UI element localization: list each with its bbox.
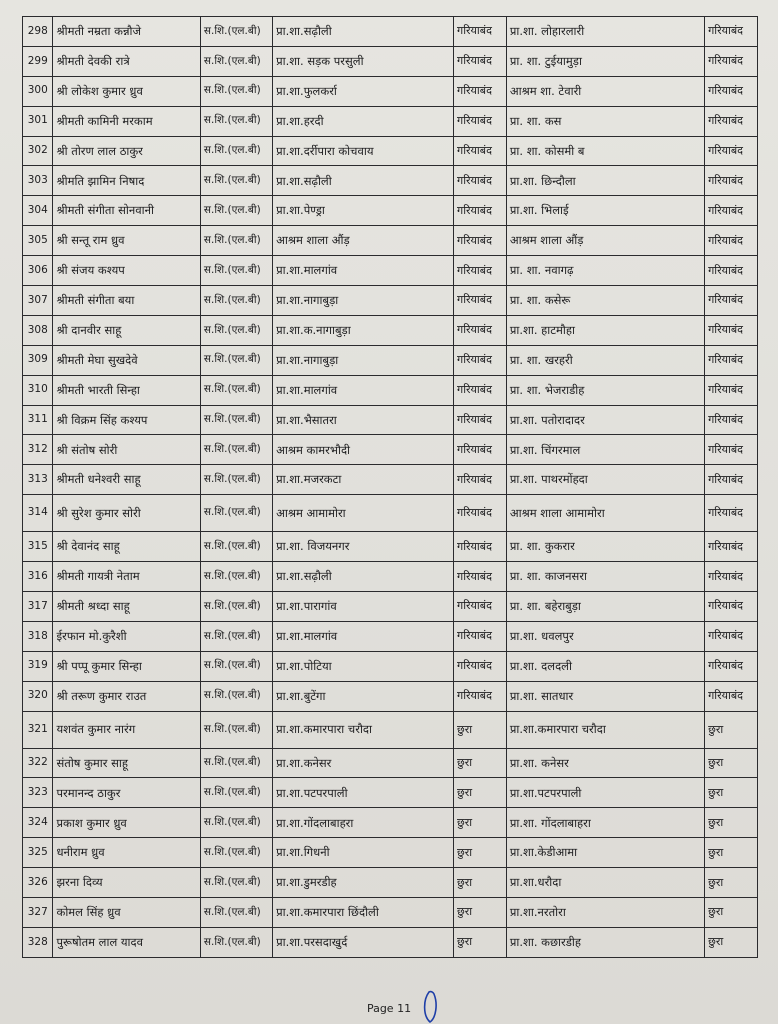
new-block-cell: गरियाबंद: [705, 76, 758, 106]
new-school-cell: आश्रम शाला आमामोरा: [506, 495, 704, 532]
new-block-cell: गरियाबंद: [705, 405, 758, 435]
new-block-cell: छुरा: [705, 868, 758, 898]
employee-name-cell: श्री दानवीर साहू: [53, 315, 200, 345]
serial-number-cell: 313: [23, 465, 53, 495]
new-school-cell: प्रा.शा. पतोरादादर: [506, 405, 704, 435]
table-row: [23, 868, 758, 898]
new-school-cell: प्रा. शा. भेजराडीह: [506, 375, 704, 405]
employee-name-cell: कोमल सिंह ध्रुव: [53, 898, 200, 928]
new-block-cell: गरियाबंद: [705, 106, 758, 136]
employee-name-cell: श्रीमती भारती सिन्हा: [53, 375, 200, 405]
new-school-cell: प्रा.शा. हाटमौहा: [506, 315, 704, 345]
new-block-cell: गरियाबंद: [705, 46, 758, 76]
employee-name-cell: परमानन्द ठाकुर: [53, 778, 200, 808]
new-block-cell: गरियाबंद: [705, 286, 758, 316]
new-block-cell: छुरा: [705, 711, 758, 748]
new-block-cell: गरियाबंद: [705, 256, 758, 286]
new-school-cell: प्रा.शा. धवलपुर: [506, 621, 704, 651]
new-school-cell: प्रा.शा. पाथरमोंहदा: [506, 465, 704, 495]
new-block-cell: गरियाबंद: [705, 375, 758, 405]
new-school-cell: प्रा.शा. चिंगरमाल: [506, 435, 704, 465]
new-school-cell: प्रा. शा. बहेराबुड़ा: [506, 592, 704, 622]
serial-number-cell: 318: [23, 621, 53, 651]
designation-cell: स.शि.(एल.बी): [200, 778, 272, 808]
current-school-cell: प्रा.शा. सड़क परसुली: [273, 46, 454, 76]
new-school-cell: प्रा.शा.कमारपारा चरौदा: [506, 711, 704, 748]
designation-cell: स.शि.(एल.बी): [200, 868, 272, 898]
table-row: [23, 196, 758, 226]
current-block-cell: गरियाबंद: [454, 286, 507, 316]
new-block-cell: गरियाबंद: [705, 532, 758, 562]
table-row: [23, 435, 758, 465]
table-row: [23, 838, 758, 868]
serial-number-cell: 319: [23, 651, 53, 681]
designation-cell: स.शि.(एल.बी): [200, 808, 272, 838]
employee-name-cell: ईरफान मो.कुरैशी: [53, 621, 200, 651]
designation-cell: स.शि.(एल.बी): [200, 136, 272, 166]
designation-cell: स.शि.(एल.बी): [200, 621, 272, 651]
serial-number-cell: 303: [23, 166, 53, 196]
current-block-cell: गरियाबंद: [454, 532, 507, 562]
designation-cell: स.शि.(एल.बी): [200, 592, 272, 622]
new-block-cell: छुरा: [705, 898, 758, 928]
current-block-cell: गरियाबंद: [454, 405, 507, 435]
new-school-cell: प्रा.शा.केडीआमा: [506, 838, 704, 868]
new-school-cell: प्रा.शा. लोहारलारी: [506, 17, 704, 47]
current-school-cell: प्रा.शा.सढ़ौली: [273, 562, 454, 592]
current-school-cell: प्रा.शा.कमारपारा चरौदा: [273, 711, 454, 748]
new-school-cell: प्रा.शा.पटपरपाली: [506, 778, 704, 808]
current-block-cell: छुरा: [454, 868, 507, 898]
new-school-cell: प्रा. शा. खरहरी: [506, 345, 704, 375]
new-school-cell: प्रा. शा. टुईयामुड़ा: [506, 46, 704, 76]
employee-name-cell: श्री सुरेश कुमार सोरी: [53, 495, 200, 532]
employee-name-cell: श्रीमति झामिन निषाद: [53, 166, 200, 196]
pen-mark-icon: [420, 990, 444, 1024]
current-school-cell: प्रा.शा.हरदी: [273, 106, 454, 136]
new-block-cell: छुरा: [705, 927, 758, 957]
current-block-cell: गरियाबंद: [454, 345, 507, 375]
table-row: [23, 345, 758, 375]
new-school-cell: प्रा.शा.नरतोरा: [506, 898, 704, 928]
current-school-cell: प्रा.शा.गिधनी: [273, 838, 454, 868]
current-school-cell: प्रा.शा.भैसातरा: [273, 405, 454, 435]
serial-number-cell: 307: [23, 286, 53, 316]
current-school-cell: प्रा.शा.नागाबुड़ा: [273, 345, 454, 375]
designation-cell: स.शि.(एल.बी): [200, 196, 272, 226]
serial-number-cell: 312: [23, 435, 53, 465]
table-row: [23, 748, 758, 778]
employee-name-cell: श्रीमती कामिनी मरकाम: [53, 106, 200, 136]
designation-cell: स.शि.(एल.बी): [200, 532, 272, 562]
current-block-cell: गरियाबंद: [454, 196, 507, 226]
current-block-cell: गरियाबंद: [454, 76, 507, 106]
employee-name-cell: श्री संजय कश्यप: [53, 256, 200, 286]
designation-cell: स.शि.(एल.बी): [200, 315, 272, 345]
new-block-cell: छुरा: [705, 838, 758, 868]
current-block-cell: छुरा: [454, 808, 507, 838]
current-school-cell: प्रा.शा.कमारपारा छिंदौली: [273, 898, 454, 928]
serial-number-cell: 326: [23, 868, 53, 898]
current-block-cell: छुरा: [454, 898, 507, 928]
current-school-cell: प्रा.शा.दर्रीपारा कोचवाय: [273, 136, 454, 166]
new-block-cell: गरियाबंद: [705, 435, 758, 465]
designation-cell: स.शि.(एल.बी): [200, 405, 272, 435]
designation-cell: स.शि.(एल.बी): [200, 838, 272, 868]
serial-number-cell: 314: [23, 495, 53, 532]
current-school-cell: प्रा.शा.मजरकटा: [273, 465, 454, 495]
employee-name-cell: प्रकाश कुमार ध्रुव: [53, 808, 200, 838]
current-block-cell: छुरा: [454, 838, 507, 868]
table-row: [23, 592, 758, 622]
designation-cell: स.शि.(एल.बी): [200, 226, 272, 256]
new-block-cell: गरियाबंद: [705, 592, 758, 622]
new-school-cell: प्रा. शा. कुकरार: [506, 532, 704, 562]
new-block-cell: गरियाबंद: [705, 315, 758, 345]
employee-name-cell: श्री पप्पू कुमार सिन्हा: [53, 651, 200, 681]
new-school-cell: प्रा. शा. कस: [506, 106, 704, 136]
new-block-cell: गरियाबंद: [705, 465, 758, 495]
employee-name-cell: यशवंत कुमार नारंग: [53, 711, 200, 748]
table-row: [23, 315, 758, 345]
table-row: [23, 681, 758, 711]
designation-cell: स.शि.(एल.बी): [200, 256, 272, 286]
current-school-cell: प्रा.शा.पेण्ड्रा: [273, 196, 454, 226]
new-school-cell: प्रा.शा. दलदली: [506, 651, 704, 681]
employee-name-cell: श्रीमती देवकी रात्रे: [53, 46, 200, 76]
current-block-cell: गरियाबंद: [454, 256, 507, 286]
employee-name-cell: श्री तरूण कुमार राउत: [53, 681, 200, 711]
current-school-cell: प्रा.शा.मालगांव: [273, 375, 454, 405]
current-block-cell: गरियाबंद: [454, 621, 507, 651]
new-school-cell: प्रा. शा. कोसमी ब: [506, 136, 704, 166]
serial-number-cell: 316: [23, 562, 53, 592]
serial-number-cell: 327: [23, 898, 53, 928]
current-school-cell: प्रा.शा. विजयनगर: [273, 532, 454, 562]
designation-cell: स.शि.(एल.बी): [200, 76, 272, 106]
new-block-cell: गरियाबंद: [705, 681, 758, 711]
new-block-cell: गरियाबंद: [705, 166, 758, 196]
new-school-cell: प्रा.शा. छिन्दौला: [506, 166, 704, 196]
serial-number-cell: 300: [23, 76, 53, 106]
table-row: [23, 621, 758, 651]
current-school-cell: प्रा.शा.परसदाखुर्द: [273, 927, 454, 957]
table-row: [23, 405, 758, 435]
current-school-cell: प्रा.शा.मालगांव: [273, 621, 454, 651]
current-block-cell: गरियाबंद: [454, 166, 507, 196]
serial-number-cell: 328: [23, 927, 53, 957]
new-school-cell: प्रा.शा.धरौदा: [506, 868, 704, 898]
employee-name-cell: श्रीमती श्रध्दा साहू: [53, 592, 200, 622]
serial-number-cell: 310: [23, 375, 53, 405]
serial-number-cell: 305: [23, 226, 53, 256]
employee-name-cell: धनीराम ध्रुव: [53, 838, 200, 868]
designation-cell: स.शि.(एल.बी): [200, 345, 272, 375]
new-block-cell: छुरा: [705, 748, 758, 778]
employee-name-cell: श्री संतोष सोरी: [53, 435, 200, 465]
serial-number-cell: 322: [23, 748, 53, 778]
employee-name-cell: श्रीमती मेघा सुखदेवे: [53, 345, 200, 375]
employee-name-cell: संतोष कुमार साहू: [53, 748, 200, 778]
new-block-cell: छुरा: [705, 778, 758, 808]
table-row: [23, 375, 758, 405]
current-school-cell: प्रा.शा.सढ़ौली: [273, 166, 454, 196]
new-school-cell: प्रा. शा. नवागढ़: [506, 256, 704, 286]
serial-number-cell: 315: [23, 532, 53, 562]
designation-cell: स.शि.(एल.बी): [200, 927, 272, 957]
current-school-cell: प्रा.शा.नागाबुड़ा: [273, 286, 454, 316]
table-row: [23, 465, 758, 495]
new-block-cell: गरियाबंद: [705, 621, 758, 651]
current-school-cell: प्रा.शा.गोंदलाबाहरा: [273, 808, 454, 838]
employee-name-cell: श्रीमती नम्रता कन्नौजे: [53, 17, 200, 47]
table-row: [23, 226, 758, 256]
table-row: [23, 17, 758, 47]
table-row: [23, 495, 758, 532]
current-block-cell: गरियाबंद: [454, 592, 507, 622]
employee-name-cell: श्रीमती गायत्री नेताम: [53, 562, 200, 592]
employee-name-cell: श्री तोरण लाल ठाकुर: [53, 136, 200, 166]
employee-name-cell: पुरूषोतम लाल यादव: [53, 927, 200, 957]
current-school-cell: आश्रम आमामोरा: [273, 495, 454, 532]
new-school-cell: प्रा. शा. कसेरू: [506, 286, 704, 316]
designation-cell: स.शि.(एल.बी): [200, 106, 272, 136]
new-block-cell: गरियाबंद: [705, 562, 758, 592]
new-block-cell: गरियाबंद: [705, 17, 758, 47]
serial-number-cell: 306: [23, 256, 53, 286]
table-row: [23, 898, 758, 928]
new-block-cell: छुरा: [705, 808, 758, 838]
employee-name-cell: श्रीमती धनेश्वरी साहू: [53, 465, 200, 495]
new-block-cell: गरियाबंद: [705, 136, 758, 166]
designation-cell: स.शि.(एल.बी): [200, 465, 272, 495]
table-row: [23, 651, 758, 681]
table-row: [23, 808, 758, 838]
serial-number-cell: 325: [23, 838, 53, 868]
serial-number-cell: 304: [23, 196, 53, 226]
current-block-cell: छुरा: [454, 748, 507, 778]
table-row: [23, 286, 758, 316]
current-block-cell: छुरा: [454, 778, 507, 808]
table-row: [23, 136, 758, 166]
designation-cell: स.शि.(एल.बी): [200, 562, 272, 592]
designation-cell: स.शि.(एल.बी): [200, 711, 272, 748]
serial-number-cell: 301: [23, 106, 53, 136]
current-block-cell: गरियाबंद: [454, 226, 507, 256]
new-block-cell: गरियाबंद: [705, 651, 758, 681]
current-block-cell: गरियाबंद: [454, 651, 507, 681]
serial-number-cell: 298: [23, 17, 53, 47]
table-row: [23, 166, 758, 196]
serial-number-cell: 324: [23, 808, 53, 838]
current-block-cell: गरियाबंद: [454, 17, 507, 47]
serial-number-cell: 308: [23, 315, 53, 345]
current-school-cell: प्रा.शा.कनेसर: [273, 748, 454, 778]
employee-name-cell: श्रीमती संगीता सोनवानी: [53, 196, 200, 226]
new-school-cell: आश्रम शाला औंड़: [506, 226, 704, 256]
current-block-cell: छुरा: [454, 927, 507, 957]
designation-cell: स.शि.(एल.बी): [200, 17, 272, 47]
designation-cell: स.शि.(एल.बी): [200, 748, 272, 778]
new-school-cell: प्रा.शा. गोंदलाबाहरा: [506, 808, 704, 838]
current-block-cell: गरियाबंद: [454, 375, 507, 405]
employee-name-cell: श्री सन्तू राम ध्रुव: [53, 226, 200, 256]
serial-number-cell: 323: [23, 778, 53, 808]
new-school-cell: प्रा. शा. काजनसरा: [506, 562, 704, 592]
current-school-cell: आश्रम कामरभौदी: [273, 435, 454, 465]
current-block-cell: गरियाबंद: [454, 136, 507, 166]
current-school-cell: प्रा.शा.क.नागाबुड़ा: [273, 315, 454, 345]
table-body: [23, 17, 758, 958]
current-block-cell: गरियाबंद: [454, 495, 507, 532]
new-school-cell: प्रा.शा. भिलाई: [506, 196, 704, 226]
designation-cell: स.शि.(एल.बी): [200, 166, 272, 196]
serial-number-cell: 320: [23, 681, 53, 711]
employee-name-cell: श्री देवानंद साहू: [53, 532, 200, 562]
current-school-cell: प्रा.शा.डुमरडीह: [273, 868, 454, 898]
designation-cell: स.शि.(एल.बी): [200, 898, 272, 928]
table-row: [23, 711, 758, 748]
current-school-cell: प्रा.शा.पारागांव: [273, 592, 454, 622]
page-number: Page 11: [366, 1002, 412, 1015]
new-school-cell: आश्रम शा. टेवारी: [506, 76, 704, 106]
current-school-cell: प्रा.शा.पटपरपाली: [273, 778, 454, 808]
serial-number-cell: 311: [23, 405, 53, 435]
current-block-cell: गरियाबंद: [454, 435, 507, 465]
current-school-cell: प्रा.शा.फुलकर्रा: [273, 76, 454, 106]
designation-cell: स.शि.(एल.बी): [200, 435, 272, 465]
current-school-cell: प्रा.शा.पोटिया: [273, 651, 454, 681]
new-school-cell: प्रा.शा. कनेसर: [506, 748, 704, 778]
new-block-cell: गरियाबंद: [705, 345, 758, 375]
table-row: [23, 106, 758, 136]
current-school-cell: प्रा.शा.मालगांव: [273, 256, 454, 286]
table-row: [23, 256, 758, 286]
new-block-cell: गरियाबंद: [705, 495, 758, 532]
current-block-cell: गरियाबंद: [454, 106, 507, 136]
designation-cell: स.शि.(एल.बी): [200, 375, 272, 405]
current-block-cell: गरियाबंद: [454, 46, 507, 76]
table-row: [23, 562, 758, 592]
employee-name-cell: श्रीमती संगीता बया: [53, 286, 200, 316]
current-block-cell: छुरा: [454, 711, 507, 748]
table-row: [23, 927, 758, 957]
new-school-cell: प्रा.शा. कछारडीह: [506, 927, 704, 957]
current-block-cell: गरियाबंद: [454, 315, 507, 345]
table-row: [23, 76, 758, 106]
designation-cell: स.शि.(एल.बी): [200, 46, 272, 76]
teacher-transfer-table: [22, 16, 758, 958]
table-row: [23, 532, 758, 562]
designation-cell: स.शि.(एल.बी): [200, 681, 272, 711]
designation-cell: स.शि.(एल.बी): [200, 651, 272, 681]
new-block-cell: गरियाबंद: [705, 196, 758, 226]
current-school-cell: प्रा.शा.सढ़ौली: [273, 17, 454, 47]
current-school-cell: प्रा.शा.बुटेंगा: [273, 681, 454, 711]
employee-name-cell: श्री विक्रम सिंह कश्यप: [53, 405, 200, 435]
current-block-cell: गरियाबंद: [454, 562, 507, 592]
page-footer: [0, 1002, 778, 1015]
designation-cell: स.शि.(एल.बी): [200, 286, 272, 316]
current-school-cell: आश्रम शाला औंड़: [273, 226, 454, 256]
table-row: [23, 778, 758, 808]
serial-number-cell: 309: [23, 345, 53, 375]
serial-number-cell: 299: [23, 46, 53, 76]
new-school-cell: प्रा.शा. सातधार: [506, 681, 704, 711]
employee-name-cell: श्री लोकेश कुमार ध्रुव: [53, 76, 200, 106]
serial-number-cell: 302: [23, 136, 53, 166]
current-block-cell: गरियाबंद: [454, 465, 507, 495]
serial-number-cell: 317: [23, 592, 53, 622]
table-row: [23, 46, 758, 76]
current-block-cell: गरियाबंद: [454, 681, 507, 711]
new-block-cell: गरियाबंद: [705, 226, 758, 256]
employee-name-cell: झरना दिव्य: [53, 868, 200, 898]
serial-number-cell: 321: [23, 711, 53, 748]
designation-cell: स.शि.(एल.बी): [200, 495, 272, 532]
